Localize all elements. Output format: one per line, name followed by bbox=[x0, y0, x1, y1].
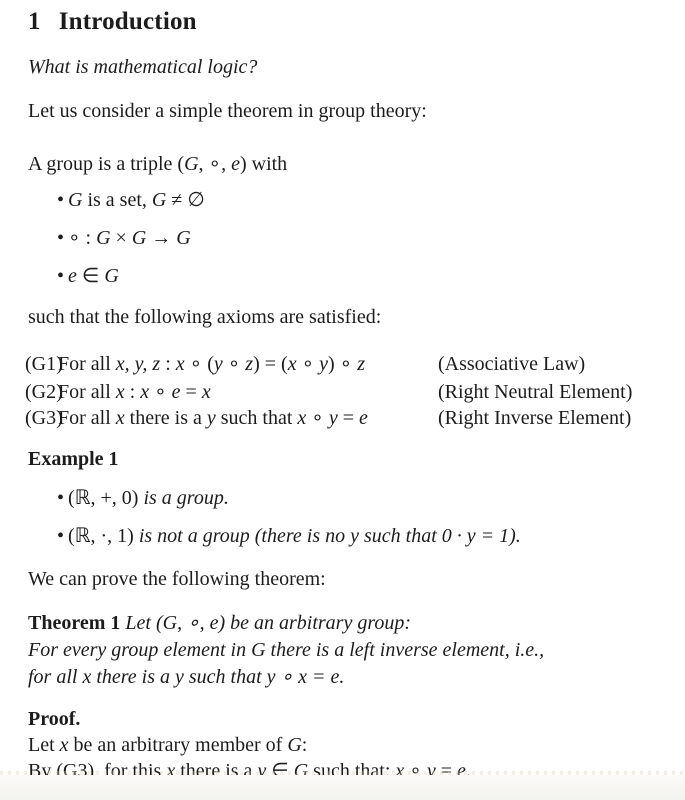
list-item bbox=[57, 187, 205, 213]
axiom-note: (Right Neutral Element) bbox=[438, 381, 633, 403]
example-heading: Example 1 bbox=[28, 448, 119, 470]
axiom-label: (G2) bbox=[25, 381, 63, 403]
axiom-note: (Associative Law) bbox=[438, 353, 586, 375]
group-definition-lead: A group is a triple (G, ∘, e) with bbox=[28, 153, 288, 175]
theorem-line: For every group element in G there is a left inverse element, i.e., bbox=[28, 639, 545, 661]
list-item bbox=[57, 485, 229, 511]
list-item bbox=[57, 225, 191, 251]
axioms-lead: such that the following axioms are satisfied: bbox=[28, 306, 382, 328]
axiom-formula: For all x there is a y such that x ∘ y = e bbox=[58, 407, 368, 429]
bullet-icon: • bbox=[57, 487, 65, 509]
bullet-icon: • bbox=[57, 227, 65, 249]
axiom-row-g3 bbox=[0, 405, 685, 432]
list-item bbox=[57, 523, 521, 549]
axiom-formula: For all x, y, z : x ∘ (y ∘ z) = (x ∘ y) ∘ z bbox=[58, 353, 365, 375]
axiom-row-g1 bbox=[0, 351, 685, 378]
bullet-icon: • bbox=[57, 525, 65, 547]
list-item-text: e ∈ G bbox=[68, 265, 119, 287]
list-item-text: ∘ : G × G → G bbox=[68, 227, 191, 249]
axiom-label: (G1) bbox=[25, 353, 63, 375]
list-item-text: G is a set, G ≠ ∅ bbox=[68, 189, 205, 211]
axiom-label: (G3) bbox=[25, 407, 63, 429]
intro-paragraph: Let us consider a simple theorem in group theory: bbox=[28, 100, 427, 122]
section-heading bbox=[28, 8, 197, 36]
proof-heading: Proof. bbox=[28, 708, 81, 730]
bullet-icon: • bbox=[57, 265, 65, 287]
list-item-text: (ℝ, +, 0) is a group. bbox=[68, 487, 229, 509]
section-number: 1 bbox=[28, 8, 41, 35]
bullet-icon: • bbox=[57, 189, 65, 211]
section-title: Introduction bbox=[58, 8, 197, 35]
axiom-note: (Right Inverse Element) bbox=[438, 407, 632, 429]
axiom-row-g2 bbox=[0, 379, 685, 406]
theorem-line: for all x there is a y such that y ∘ x = e. bbox=[28, 666, 345, 688]
proof-line: Let x be an arbitrary member of G: bbox=[28, 734, 308, 756]
theorem-block bbox=[28, 610, 544, 691]
list-item bbox=[57, 263, 119, 289]
theorem-line: Theorem 1 Let (G, ∘, e) be an arbitrary group: bbox=[28, 612, 412, 634]
prove-lead: We can prove the following theorem: bbox=[28, 568, 326, 590]
axiom-formula: For all x : x ∘ e = x bbox=[58, 381, 211, 403]
lead-question: What is mathematical logic? bbox=[28, 56, 258, 78]
list-item-text: (ℝ, ·, 1) is not a group (there is no y such that 0 · y = 1). bbox=[68, 525, 521, 547]
page-bottom-edge bbox=[0, 775, 685, 800]
